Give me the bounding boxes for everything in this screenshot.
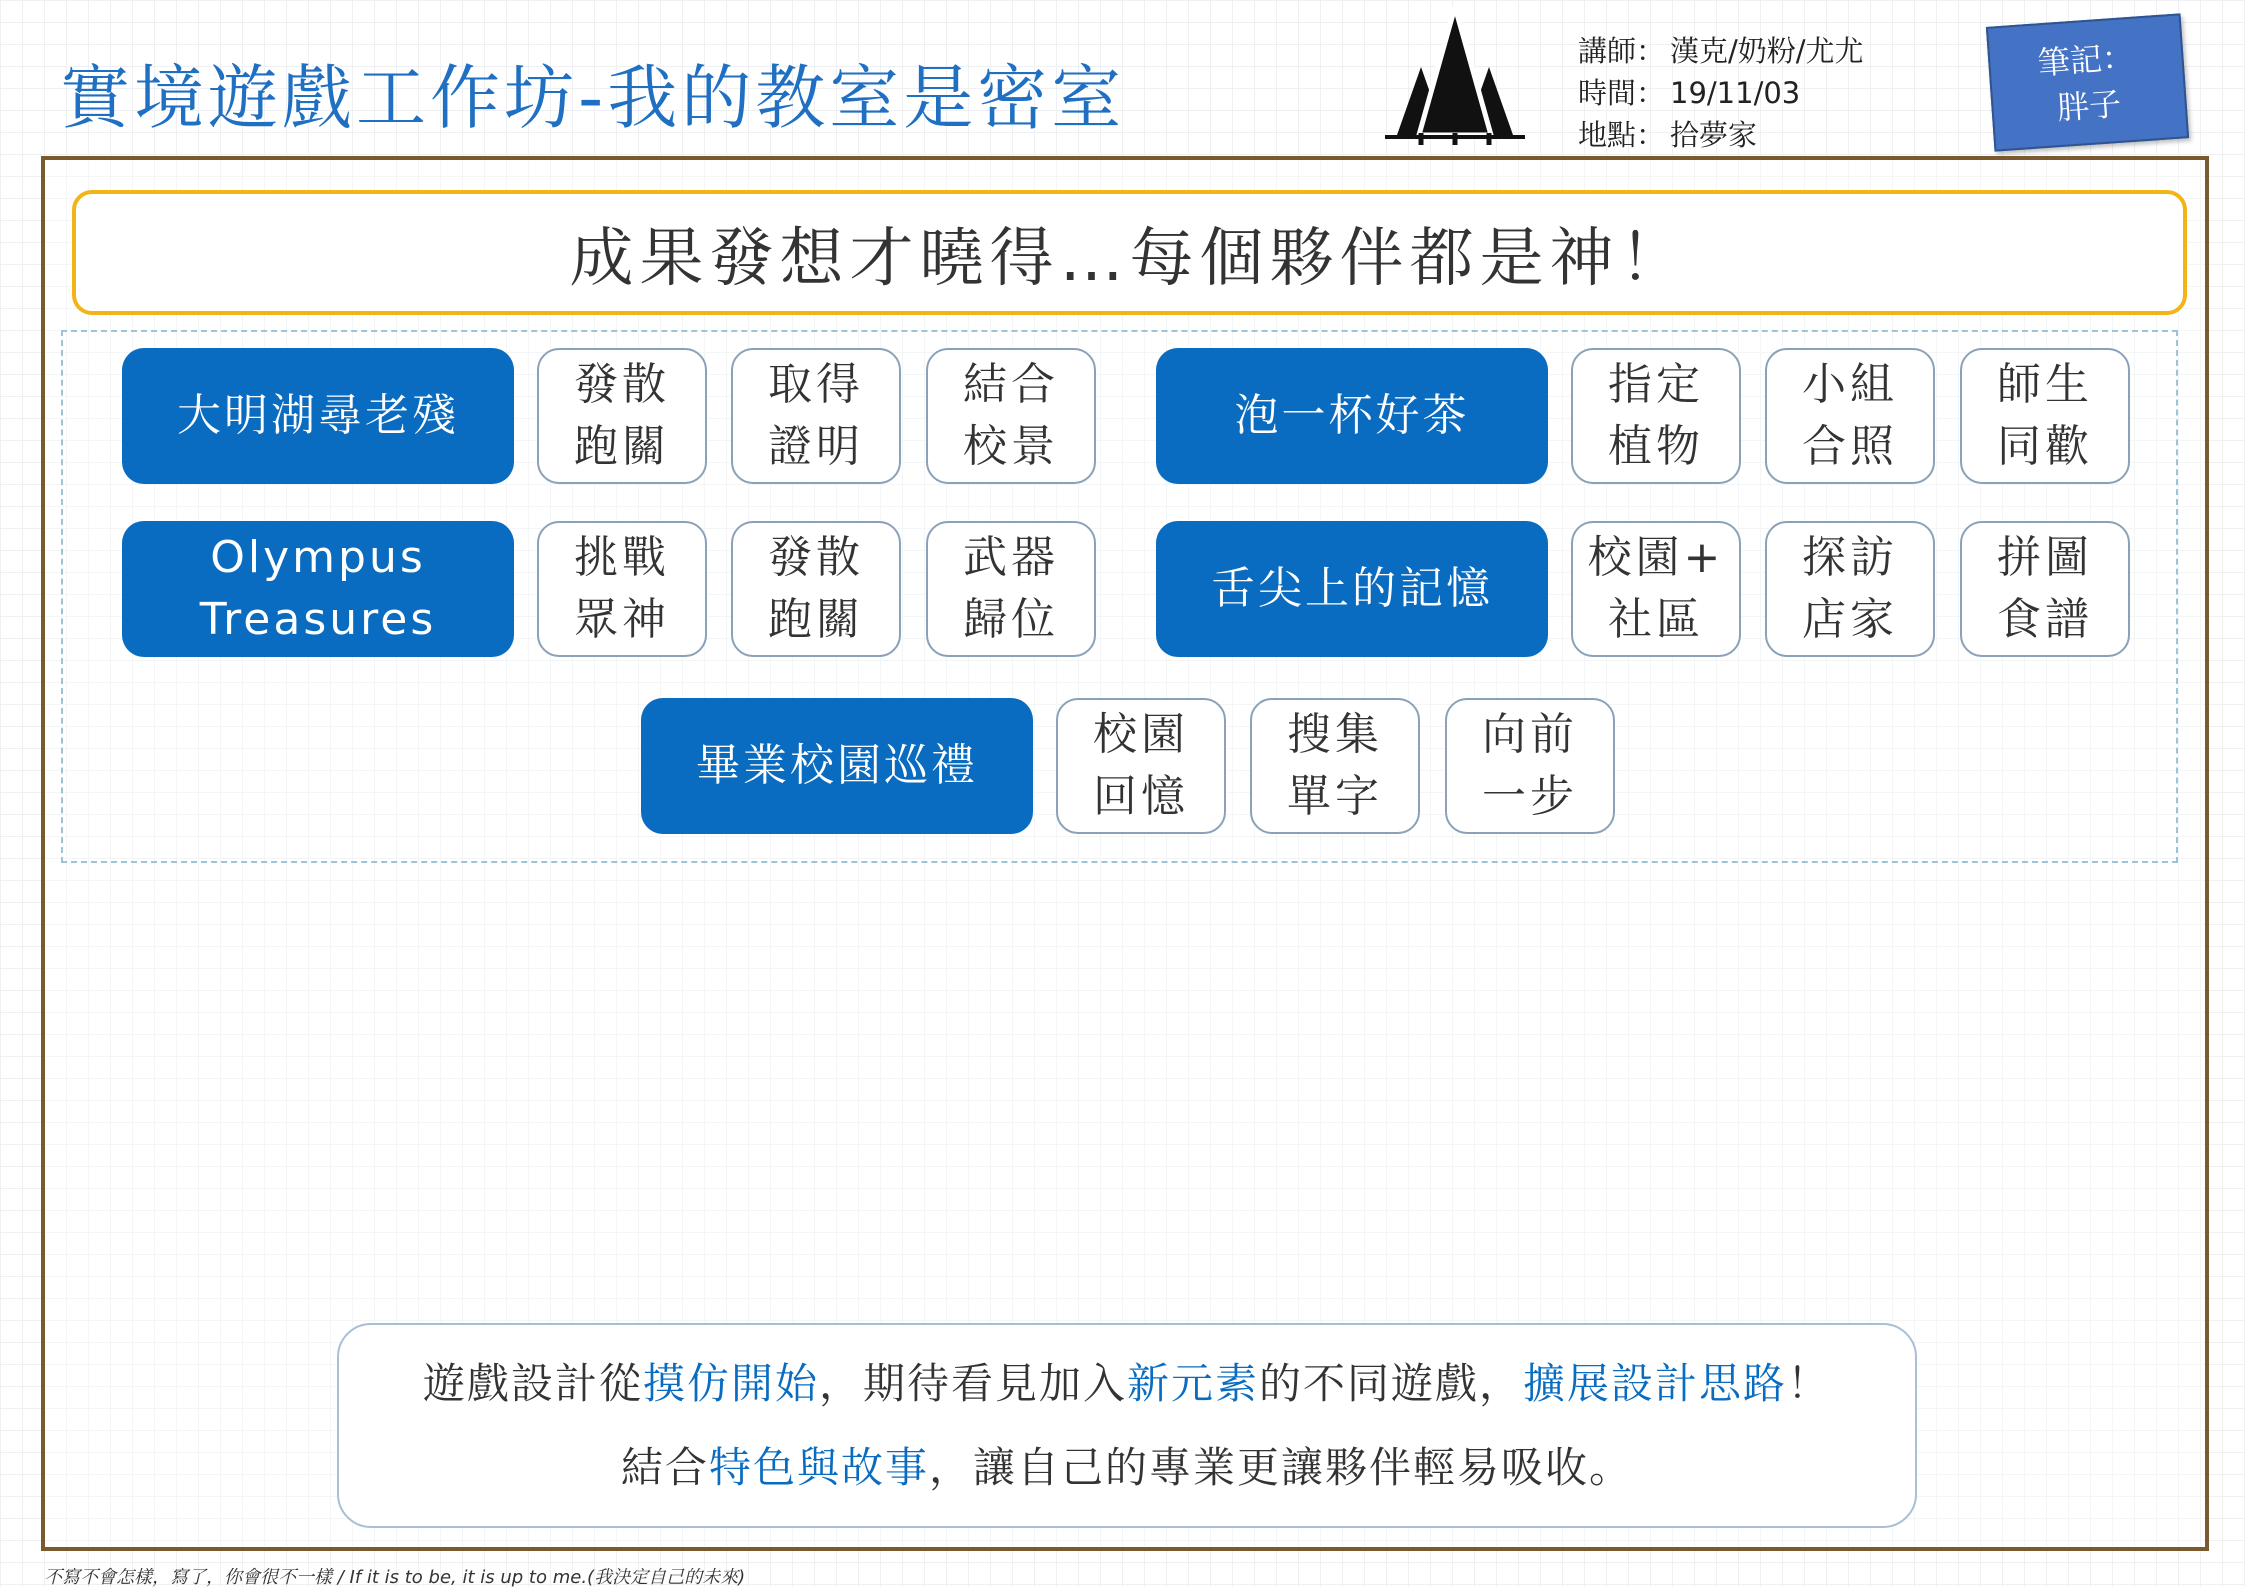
idea-element-line: 挑戰 [574,532,670,583]
idea-element-card [1765,521,1935,657]
idea-element-card [731,348,901,484]
idea-element-card [1445,698,1615,834]
instructor-row: 講師： 漢克/奶粉/尤尤 [1578,34,1864,68]
idea-element-line: 跑關 [768,594,864,645]
idea-element-line: 校園 [1093,709,1189,760]
summary-text: ，讓自己的專業更讓夥伴輕易吸收。 [929,1442,1634,1492]
idea-element-line: 歸位 [963,594,1059,645]
idea-element-line: 拼圖 [1997,532,2093,583]
idea-element-card [1960,521,2130,657]
idea-element-card [537,348,707,484]
session-info [1578,30,1864,156]
idea-element-line: 取得 [768,359,864,410]
idea-element-line: 校景 [963,421,1059,472]
idea-element-line: 食譜 [1997,594,2093,645]
location-row: 地點： 拾夢家 [1578,118,1758,152]
idea-element-line: 證明 [768,421,864,472]
idea-element-line: 小組 [1802,359,1898,410]
idea-title-card [122,521,514,657]
idea-element-line: 探訪 [1802,532,1898,583]
idea-title-line: 畢業校園巡禮 [696,740,978,791]
summary-text: 的不同遊戲， [1259,1358,1524,1408]
idea-element-line: 植物 [1608,421,1704,472]
summary-highlight: 特色與故事 [708,1442,929,1492]
idea-element-line: 眾神 [574,594,670,645]
idea-element-line: 社區 [1608,594,1704,645]
note-author: 胖子 [2055,84,2123,127]
idea-element-line: 跑關 [574,421,670,472]
idea-element-line: 向前 [1482,709,1578,760]
idea-element-line: 合照 [1802,421,1898,472]
idea-element-line: 師生 [1997,359,2093,410]
idea-title-line: 舌尖上的記憶 [1211,563,1493,614]
note-label: 筆記： [2036,37,2136,82]
idea-element-line: 結合 [963,359,1059,410]
idea-element-line: 搜集 [1287,709,1383,760]
summary-text: ，期待看見加入 [818,1358,1127,1408]
summary-highlight: 新元素 [1126,1358,1259,1408]
headline-banner: 成果發想才曉得…每個夥伴都是神！ [72,190,2187,315]
idea-element-card [1571,348,1741,484]
idea-element-card [1056,698,1226,834]
summary-text: ！ [1787,1358,1832,1408]
idea-title-line: Treasures [199,594,437,645]
idea-element-card [926,348,1096,484]
idea-title-card [122,348,514,484]
date-row: 時間： 19/11/03 [1578,76,1801,110]
pine-trees-icon [1375,5,1535,145]
idea-title-line: 泡一杯好茶 [1234,390,1470,441]
idea-element-card [731,521,901,657]
idea-title-line: Olympus [210,532,426,583]
location-value: 拾夢家 [1670,118,1758,152]
summary-text: 結合 [620,1442,709,1492]
idea-title-card [1156,348,1548,484]
summary-highlight: 擴展設計思路 [1523,1358,1788,1408]
summary-line-1 [423,1342,1831,1426]
idea-title-card [641,698,1033,834]
summary-highlight: 摸仿開始 [642,1358,819,1408]
idea-element-line: 發散 [574,359,670,410]
idea-element-line: 同歡 [1997,421,2093,472]
idea-element-line: 指定 [1608,359,1704,410]
instructor-value: 漢克/奶粉/尤尤 [1670,34,1864,68]
footer-motto: 不寫不會怎樣，寫了，你會很不一樣 / If it is to be, it is up to me.(我決定自己的未來) [44,1567,746,1587]
idea-element-line: 一步 [1482,771,1578,822]
idea-element-line: 武器 [963,532,1059,583]
idea-element-line: 回憶 [1093,771,1189,822]
idea-element-line: 發散 [768,532,864,583]
idea-title-line: 大明湖尋老殘 [177,390,459,441]
idea-element-line: 校園+ [1587,532,1725,583]
idea-element-card [1571,521,1741,657]
idea-element-card [537,521,707,657]
idea-element-card [1250,698,1420,834]
idea-element-line: 店家 [1802,594,1898,645]
summary-text: 遊戲設計從 [422,1358,643,1408]
idea-title-card [1156,521,1548,657]
idea-element-card [926,521,1096,657]
idea-element-card [1960,348,2130,484]
page-title: 實境遊戲工作坊-我的教室是密室 [60,57,1126,139]
summary-line-2 [621,1426,1633,1510]
date-value: 19/11/03 [1670,76,1801,110]
note-taker-sticky [1986,13,2189,151]
idea-element-line: 單字 [1287,771,1383,822]
summary-box [337,1323,1917,1528]
idea-element-card [1765,348,1935,484]
